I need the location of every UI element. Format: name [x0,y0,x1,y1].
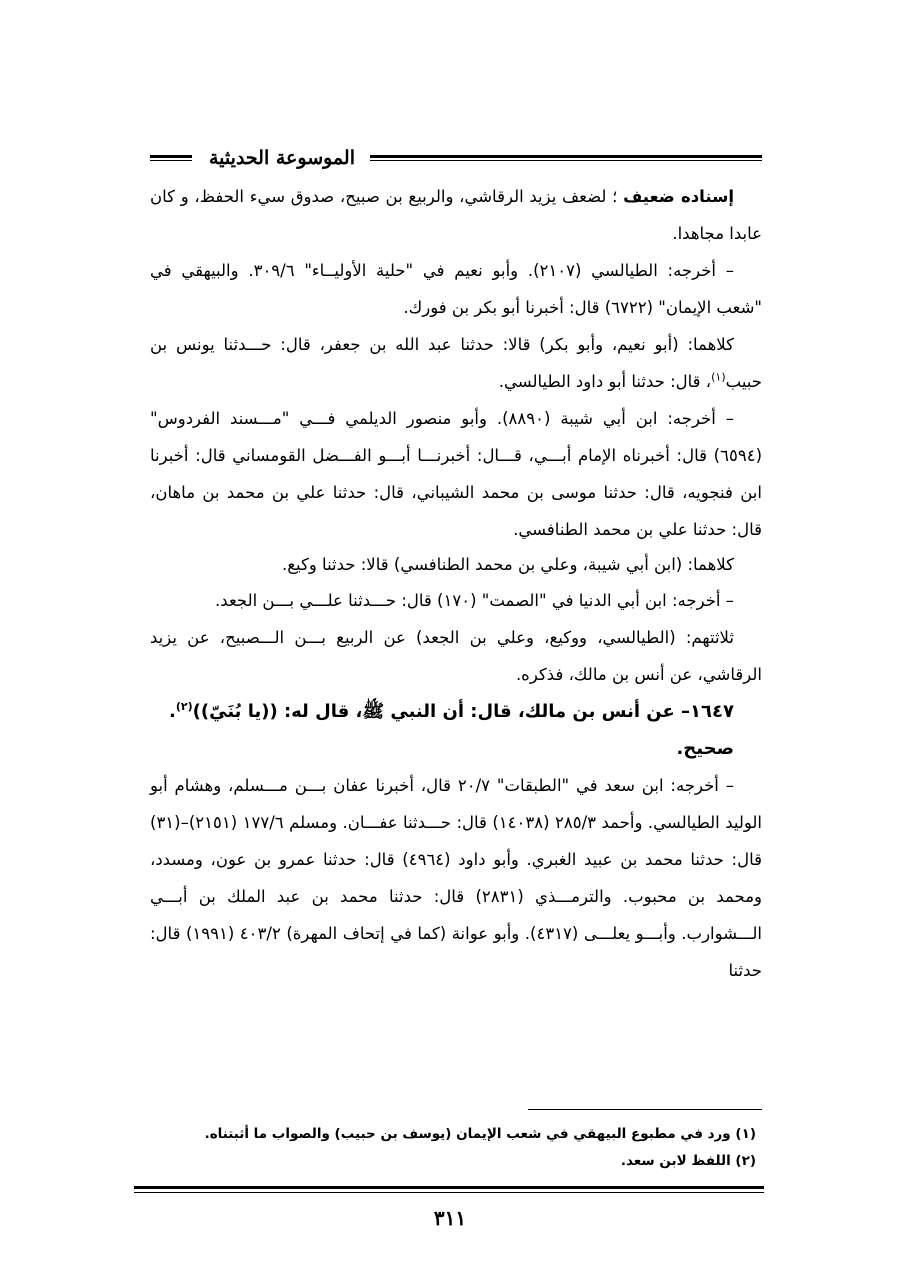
bottom-rule [134,1186,764,1194]
hadith-matn: ١٦٤٧– عن أنس بن مالك، قال: أن النبي ﷺ، قال له: ((يا بُنَيّ)) [192,701,734,722]
paragraph-thalathatuhum: ثلاثتهم: (الطيالسي، ووكيع، وعلي بن الجعد) عن الربيع بـــن الـــصبيح، عن يزيد الرقاشي، عن أنس بن مالك، فذكره. [150,628,762,684]
page-number: ٣١١ [433,1206,467,1230]
footnotes [150,1121,762,1175]
hadith-text [150,693,762,730]
paragraph-kilahuma-1 [150,326,762,400]
header-rule-left [150,155,192,162]
isnad-grade-text: ؛ لضعف يزيد الرقاشي، والربيع بن صبيح، صدوق سيء الحفظ، و كان عابدا مجاهدا. [150,187,762,243]
kilahuma-1-text: كلاهما: (أبو نعيم، وأبو بكر) قالا: حدثنا عبد الله بن جعفر، قال: حـــدثنا يونس بن حبيب [150,335,762,391]
paragraph-isnad-grade [150,178,762,252]
footnote-2: (٢) اللفظ لابن سعد. [620,1153,756,1169]
hadith-end: . [169,701,176,722]
paragraph-takhrij-ibn-abi-shayba: – أخرجه: ابن أبي شيبة (٨٨٩٠). وأبو منصور الديلمي فـــي "مـــسند الفردوس" (٦٥٩٤) قال: أخبرناه الإمام أبـــي، قـــال: أخبرنـــا أبـــو الفـــضل القومساني قال: أخبرنا ابن فنجويه، قال: حدثنا موسى بن محمد الشيباني، قال: حدثنا علي بن محمد بن ماهان، قال: حدثنا علي بن محمد الطنافسي. [150,409,762,539]
paragraph-takhrij-ibn-abi-dunya: – أخرجه: ابن أبي الدنيا في "الصمت" (١٧٠) قال: حـــدثنا علـــي بـــن الجعد. [215,591,734,610]
kilahuma-1-end: ، قال: حدثنا أبو داود الطيالسي. [498,372,712,391]
paragraph-takhrij-ibn-saad: – أخرجه: ابن سعد في "الطبقات" ٢٠/٧ قال، أخبرنا عفان بـــن مـــسلم، وهشام أبو الوليد الطيالسي. وأحمد ٢٨٥/٣ (١٤٠٣٨) قال: حـــدثنا عفـــان. ومسلم ١٧٧/٦ (٢١٥١)–(٣١) قال: حدثنا محمد بن عبيد الغبري. وأبو داود (٤٩٦٤) قال: حدثنا عمرو بن عون، ومسدد، ومحمد بن محبوب. والترمـــذي (٢٨٣١) قال: حدثنا محمد بن عبد الملك بن أبـــي الـــشوارب. وأبـــو يعلـــى (٤٣١٧). وأبو عوانة (كما في إتحاف المهرة) ٤٠٣/٢ (١٩٩١) قال: حدثنا [150,776,763,980]
hadith-grade: صحيح. [676,738,734,759]
paragraph-takhrij-tayalisi: – أخرجه: الطيالسي (٢١٠٧). وأبو نعيم في "حلية الأوليــاء" ٣٠٩/٦. والبيهقي في "شعب الإيمان" (٦٧٢٢) قال: أخبرنا أبو بكر بن فورك. [150,261,762,317]
footnote-separator [528,1109,762,1110]
header-title: الموسوعة الحديثية [209,147,355,169]
running-header [150,142,762,174]
isnad-grade-label: إسناده ضعيف [623,187,734,206]
footnote-1: (١) ورد في مطبوع البيهقي في شعب الإيمان (يوسف بن حبيب) والصواب ما أثبتناه. [204,1126,756,1142]
footnote-ref-1[interactable]: (١) [711,370,726,384]
footnote-ref-2[interactable]: (٢) [175,700,193,713]
header-rule-right [370,155,762,162]
paragraph-kilahuma-2: كلاهما: (ابن أبي شيبة، وعلي بن محمد الطنافسي) قالا: حدثنا وكيع. [281,555,734,574]
page-body [150,178,762,989]
